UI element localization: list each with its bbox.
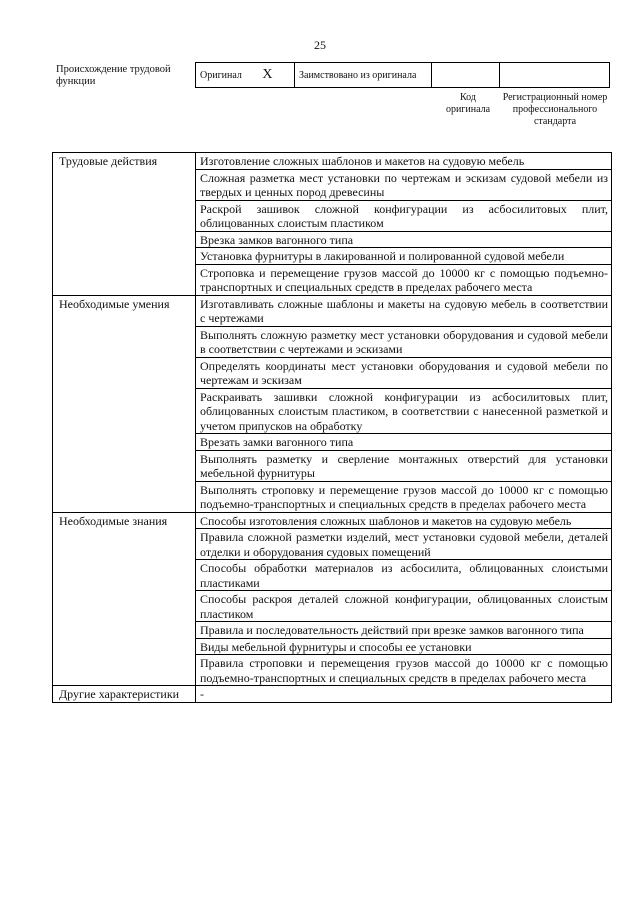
group-item: Правила и последовательность действий при врезке замков вагонного типа: [196, 622, 612, 639]
original-label: Оригинал: [200, 70, 242, 81]
table-row: [53, 512, 612, 529]
group-item: Выполнять разметку и сверление монтажных отверстий для установки мебельной фурнитуры: [196, 450, 612, 481]
borrowed-label: Заимствовано из оригинала: [295, 63, 432, 88]
registration-caption: Регистрационный номер профессионального стандарта: [502, 92, 608, 127]
group-item: Правила сложной разметки изделий, мест установки судовой мебели, деталей отделки и оборудования судовых помещений: [196, 529, 612, 560]
table-row: [53, 295, 612, 326]
original-cell: [196, 63, 295, 88]
page-number: 25: [314, 38, 326, 52]
group-title: Другие характеристики: [53, 686, 196, 703]
group-item: Сложная разметка мест установки по чертежам и эскизам судовой мебели из твердых и ценных пород древесины: [196, 169, 612, 200]
group-item: -: [196, 686, 612, 703]
origin-table: [195, 62, 610, 88]
group-item: Установка фурнитуры в лакированной и полированной судовой мебели: [196, 248, 612, 265]
group-item: Врезка замков вагонного типа: [196, 231, 612, 248]
group-item: Выполнять сложную разметку мест установки оборудования и судовой мебели в соответствии с чертежами и эскизами: [196, 326, 612, 357]
group-item: Выполнять строповку и перемещение грузов массой до 10000 кг с помощью подъемно-транспортных и специальных средств в пределах рабочего места: [196, 481, 612, 512]
table-row: [53, 686, 612, 703]
group-item: Способы обработки материалов из асбосилита, облицованных слоистыми пластиками: [196, 560, 612, 591]
group-item: Раскраивать зашивки сложной конфигурации из асбосилитовых плит, облицованных слоистым пластиком, в соответствии с нанесенной разметкой и учетом припусков на обработку: [196, 388, 612, 434]
functions-table-body: [53, 153, 612, 703]
group-item: Способы изготовления сложных шаблонов и макетов на судовую мебель: [196, 512, 612, 529]
group-item: Определять координаты мест установки оборудования и судовой мебели по чертежам и эскизам: [196, 357, 612, 388]
group-item: Способы раскроя деталей сложной конфигурации, облицованных слоистым пластиком: [196, 591, 612, 622]
group-item: Изготовление сложных шаблонов и макетов на судовую мебель: [196, 153, 612, 170]
group-title: Необходимые умения: [53, 295, 196, 512]
group-item: Раскрой зашивок сложной конфигурации из асбосилитовых плит, облицованных слоистым пластиком: [196, 200, 612, 231]
group-title: Необходимые знания: [53, 512, 196, 686]
table-row: [53, 153, 612, 170]
registration-number-cell: [500, 63, 610, 88]
original-mark: X: [262, 67, 273, 82]
group-item: Изготавливать сложные шаблоны и макеты на судовую мебель в соответствии с чертежами: [196, 295, 612, 326]
functions-table: [52, 152, 612, 703]
origin-label: Происхождение трудовой функции: [56, 64, 171, 87]
original-code-cell: [432, 63, 500, 88]
group-item: Врезать замки вагонного типа: [196, 434, 612, 451]
group-item: Строповка и перемещение грузов массой до 10000 кг с помощью подъемно-транспортных и специальных средств в пределах рабочего места: [196, 264, 612, 295]
group-item: Виды мебельной фурнитуры и способы ее установки: [196, 638, 612, 655]
code-caption: Код оригинала: [445, 92, 491, 115]
group-title: Трудовые действия: [53, 153, 196, 296]
group-item: Правила строповки и перемещения грузов массой до 10000 кг с помощью подъемно-транспортных и специальных средств в пределах рабочего места: [196, 655, 612, 686]
